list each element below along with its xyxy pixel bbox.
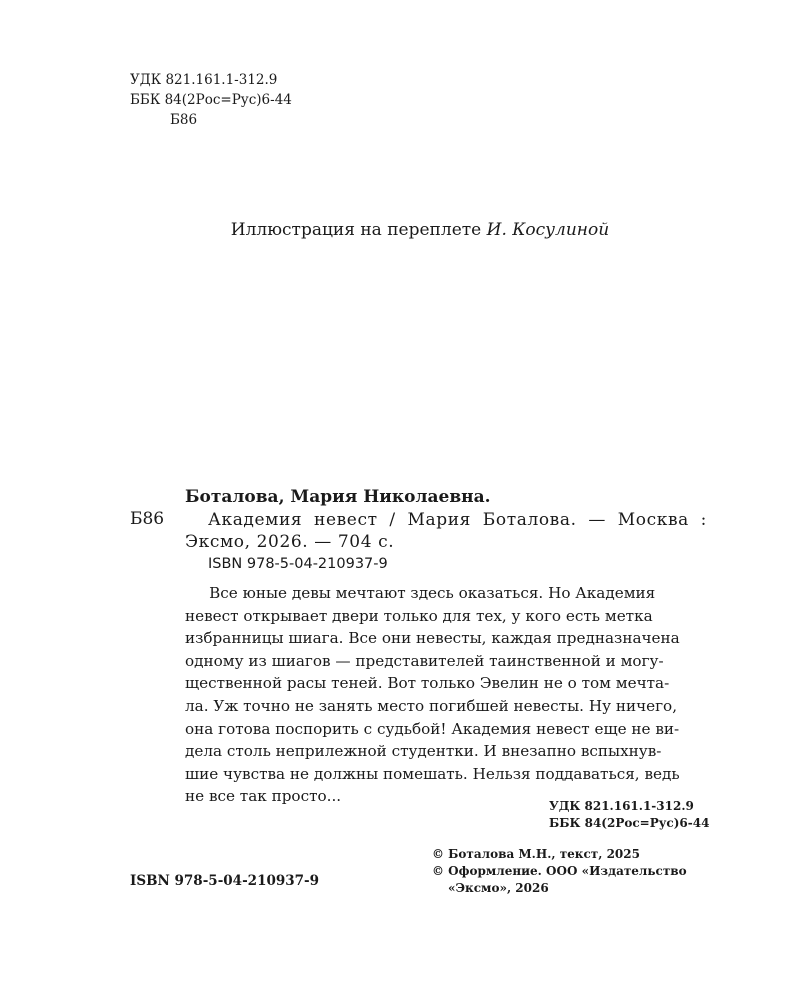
illustration-artist: И. Косулиной — [486, 220, 610, 240]
abstract-line: дела столь неприлежной студентки. И внезапно вспыхнув- — [185, 742, 662, 761]
copyright-text: © Боталова М.Н., текст, 2025 — [432, 847, 640, 861]
udk-code: УДК 821.161.1-312.9 — [130, 72, 278, 88]
isbn-catalog: ISBN 978-5-04-210937-9 — [208, 556, 388, 572]
illustration-credit — [0, 220, 800, 240]
abstract-line: шие чувства не должны помешать. Нельзя поддаваться, ведь — [185, 764, 680, 783]
udk-code: УДК 821.161.1-312.9 — [549, 799, 694, 813]
bbk-code: ББК 84(2Рос=Рус)6-44 — [549, 816, 710, 830]
isbn-bottom: ISBN 978-5-04-210937-9 — [130, 873, 320, 889]
copyright-block — [432, 846, 687, 897]
abstract-line: она готова поспорить с судьбой! Академия невест еще не ви- — [185, 719, 680, 738]
author-name: Боталова, Мария Николаевна. — [185, 487, 491, 507]
abstract-line: не все так просто... — [185, 787, 342, 806]
copyright-design: © Оформление. ООО «Издательство — [432, 864, 687, 878]
copyright-design-cont: «Эксмо», 2026 — [448, 881, 549, 895]
bibliographic-description: Академия невест / Мария Боталова. — Москва : Эксмо, 2026. — 704 с. — [185, 510, 707, 552]
illustration-label: Иллюстрация на переплете — [230, 220, 487, 240]
classification-codes-right — [549, 798, 709, 832]
abstract-line: избранницы шиага. Все они невесты, каждая предназначена — [185, 629, 680, 648]
abstract-line: Все юные девы мечтают здесь оказаться. Но Академия — [185, 584, 656, 602]
abstract-line: ла. Уж точно не занять место погибшей невесты. Ну ничего, — [185, 696, 678, 715]
catalog-code: Б86 — [130, 509, 165, 529]
classification-codes-top — [130, 70, 292, 130]
abstract-line: одному из шиагов — представителей таинственной и могу- — [185, 651, 664, 670]
abstract — [185, 582, 707, 808]
author-mark: Б86 — [170, 112, 198, 128]
bbk-code: ББК 84(2Рос=Рус)6-44 — [130, 92, 292, 108]
abstract-line: невест открывает двери только для тех, у кого есть метка — [185, 606, 653, 625]
abstract-line: щественной расы теней. Вот только Эвелин не о том мечта- — [185, 674, 670, 693]
